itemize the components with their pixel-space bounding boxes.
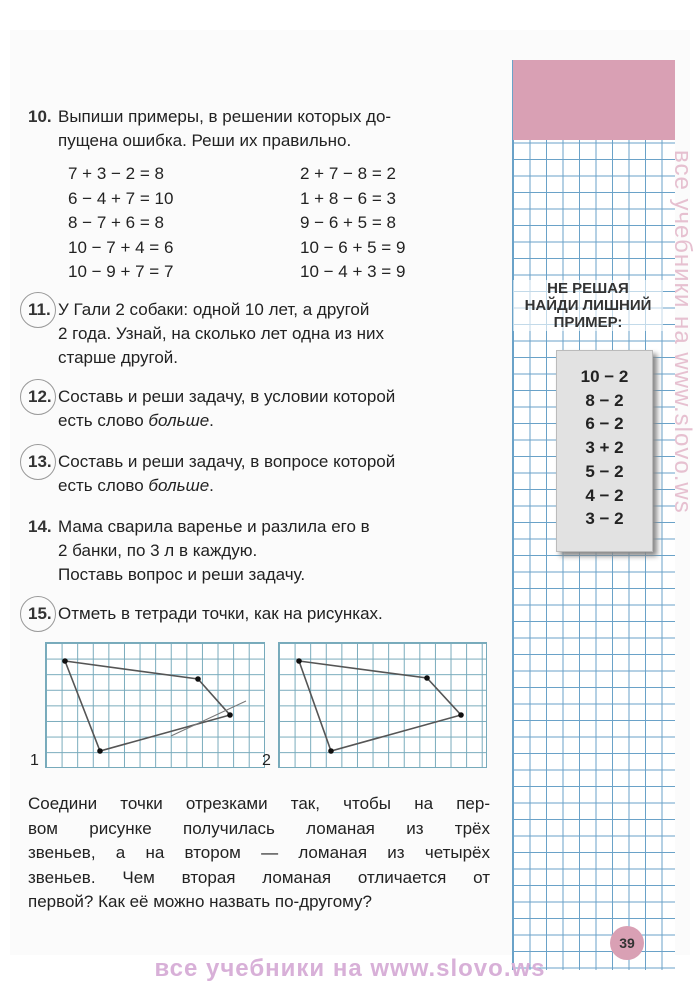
task-line: Поставь вопрос и реши задачу.	[58, 565, 306, 584]
task-text	[58, 385, 488, 433]
task-line: Отметь в тетради точки, как на рисунках.	[58, 604, 383, 623]
equations-right	[300, 162, 405, 285]
task-text	[58, 450, 488, 498]
task-number: 11.	[28, 300, 51, 319]
example: 8 − 2	[585, 390, 624, 410]
task-text	[58, 515, 488, 587]
paragraph-line: звеньев, а на втором — ломаная из четырёх	[28, 843, 490, 862]
equation: 9 − 6 + 5 = 8	[300, 213, 396, 232]
main-content	[10, 30, 520, 955]
figure-1-grid	[45, 642, 265, 768]
task-line: 2 банки, по 3 л в каждую.	[58, 541, 258, 560]
figure-2-polyline	[279, 643, 486, 767]
equation: 2 + 7 − 8 = 2	[300, 164, 396, 183]
example: 3 + 2	[585, 438, 624, 458]
paragraph-line: звеньев. Чем вторая ломаная отличается от	[28, 867, 490, 887]
task-line: 2 года. Узнай, на сколько лет одна из них	[58, 324, 384, 343]
text-fragment: .	[209, 411, 214, 430]
task-number: 10.	[28, 107, 52, 126]
task-line	[58, 409, 488, 433]
equation: 10 − 7 + 4 = 6	[68, 237, 174, 257]
equation: 8 − 7 + 6 = 8	[68, 213, 164, 232]
sidebar-grid	[512, 60, 675, 970]
task-text	[58, 602, 488, 626]
paragraph-line: Соедини точки отрезками так, чтобы на пер-	[28, 794, 490, 813]
example: 3 − 2	[585, 509, 624, 529]
equation: 10 − 4 + 3 = 9	[300, 262, 406, 281]
task-number: 15.	[28, 604, 52, 623]
figure-2-grid	[278, 642, 487, 768]
task-line: Составь и реши задачу, в условии которой	[58, 387, 396, 406]
figure-1-label: 1	[30, 752, 39, 769]
paragraph-line: вом рисунке получилась ломаная из трёх	[28, 818, 490, 838]
task-text	[58, 105, 488, 153]
task-line: Мама сварила варенье и разлила его в	[58, 517, 370, 536]
sidebar-title	[513, 280, 663, 331]
equations-left	[68, 162, 173, 285]
task-line: старше другой.	[58, 348, 179, 367]
watermark-vertical: все учебники на www.slovo.ws	[669, 150, 696, 514]
sidebar-title-line: НАЙДИ ЛИШНИЙ	[524, 297, 652, 314]
watermark-bottom: все учебники на www.slovo.ws	[154, 955, 546, 982]
task-line: Составь и реши задачу, в вопросе которой	[58, 452, 396, 471]
task-number: 14.	[28, 517, 52, 536]
task-line: Выпиши примеры, в решении которых до-	[58, 107, 392, 126]
sidebar-header-band	[513, 60, 675, 140]
task-line: пущена ошибка. Реши их правильно.	[58, 131, 352, 150]
italic-word: больше	[148, 476, 210, 495]
textbook-page	[10, 30, 690, 955]
equation: 10 − 6 + 5 = 9	[300, 237, 406, 257]
task-line: У Гали 2 собаки: одной 10 лет, а другой	[58, 300, 370, 319]
paragraph-line: первой? Как её можно назвать по-другому?	[28, 892, 372, 911]
task-15-paragraph	[28, 792, 490, 915]
sidebar-title-line: ПРИМЕР:	[553, 314, 623, 331]
example: 10 − 2	[580, 367, 629, 386]
equation: 6 − 4 + 7 = 10	[68, 188, 174, 208]
text-fragment: есть слово	[58, 411, 149, 430]
examples-card	[556, 350, 653, 552]
task-line	[58, 474, 488, 498]
figure-1-polyline	[46, 643, 264, 767]
example: 4 − 2	[585, 485, 624, 505]
task-text	[58, 298, 488, 370]
task-number: 12.	[28, 387, 52, 406]
text-fragment: .	[209, 476, 214, 495]
italic-word: больше	[148, 411, 210, 430]
example: 5 − 2	[585, 461, 624, 481]
page-number: 39	[610, 926, 644, 960]
sidebar-title-line: НЕ РЕШАЯ	[547, 280, 629, 297]
equation: 10 − 9 + 7 = 7	[68, 262, 174, 281]
figure-2-label: 2	[262, 752, 271, 769]
example: 6 − 2	[585, 414, 624, 434]
text-fragment: есть слово	[58, 476, 149, 495]
equation: 7 + 3 − 2 = 8	[68, 164, 164, 183]
task-number: 13.	[28, 452, 52, 471]
equation: 1 + 8 − 6 = 3	[300, 188, 396, 208]
